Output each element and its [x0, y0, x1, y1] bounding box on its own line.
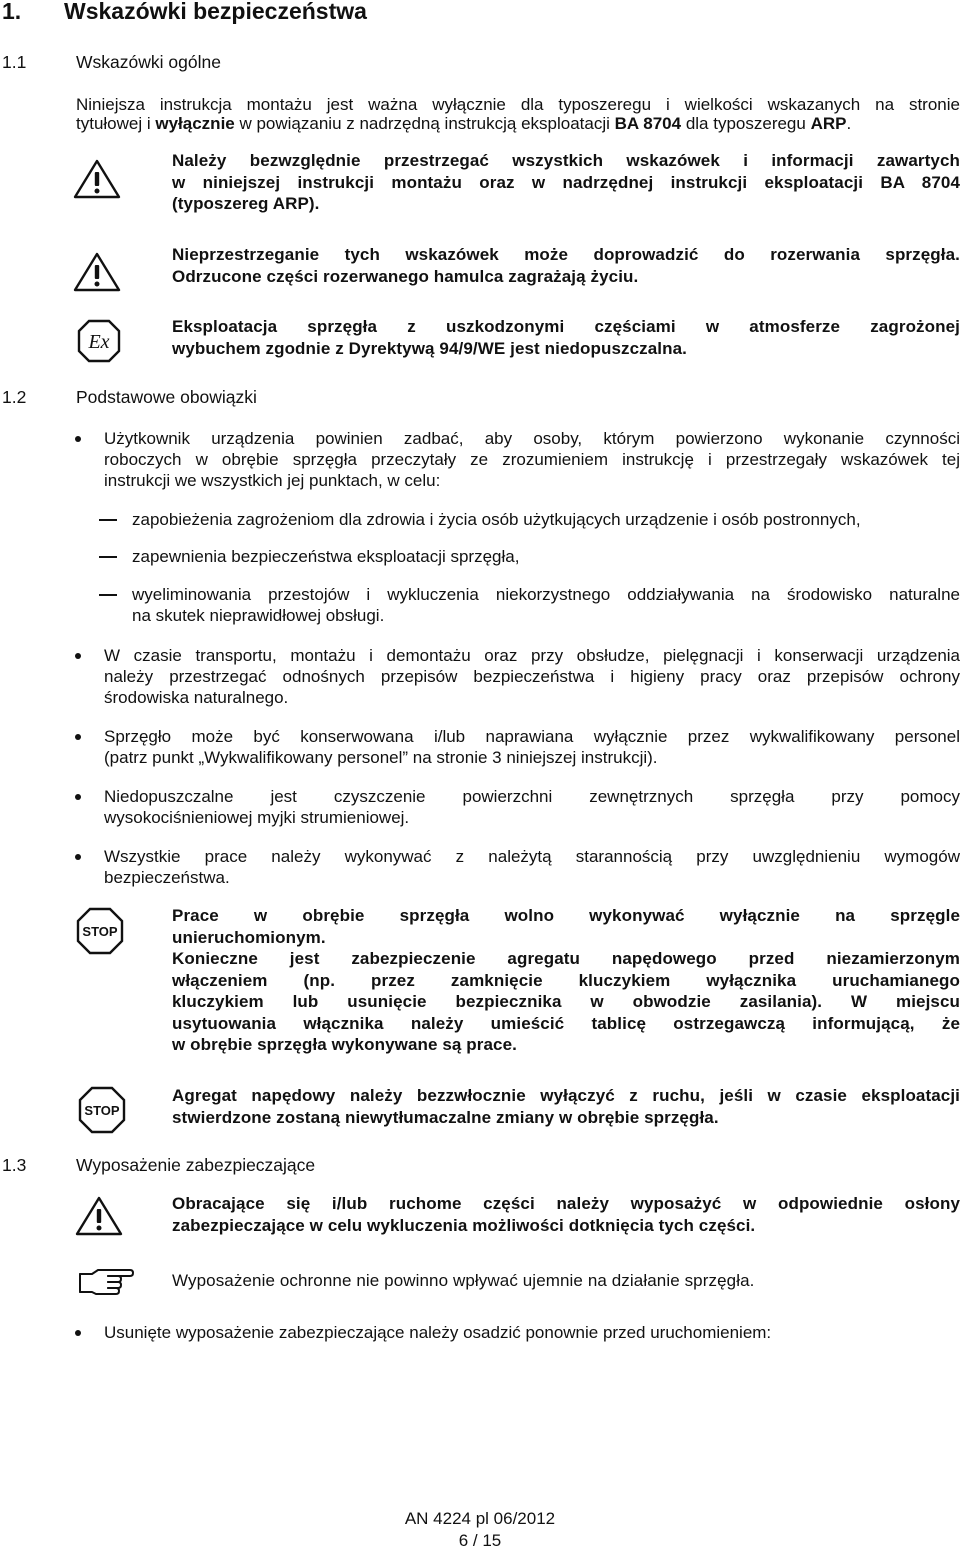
intro-text: dla typoszeregu	[681, 114, 811, 133]
section-title: Podstawowe obowiązki	[76, 387, 257, 407]
notice-line: (typoszereg ARP).	[172, 194, 320, 213]
section-number: 1.1	[2, 52, 27, 72]
list-item-line: zapobieżenia zagrożeniom dla zdrowia i życia osób użytkujących urządzenie i osób postronnych,	[132, 510, 861, 529]
list-item-line: Sprzęgło może być konserwowana i/lub naprawiana wyłącznie przez wykwalifikowany personel	[104, 727, 960, 746]
series-reference: ARP	[810, 114, 847, 133]
stop-sign-icon	[75, 906, 125, 956]
notice-line: usytuowania włącznika należy umieścić tablicę ostrzegawczą informującą, że	[172, 1013, 960, 1033]
dash-list-item	[132, 546, 960, 567]
notice-line: Eksploatacja sprzęgła z uszkodzonymi częściami w atmosferze zagrożonej	[172, 317, 960, 336]
intro-text: w powiązaniu z nadrzędną instrukcją eksploatacji	[234, 114, 615, 133]
list-item-line: Użytkownik urządzenia powinien zadbać, aby osoby, którym powierzono wykonanie czynności	[104, 429, 960, 448]
ex-label: Ex	[88, 331, 110, 353]
dash-mark	[99, 519, 117, 521]
doc-reference: BA 8704	[614, 114, 682, 133]
notice-line: Agregat napędowy należy bezzwłocznie wyłączyć z ruchu, jeśli w czasie eksploatacji	[172, 1086, 960, 1105]
section-1-2-heading	[2, 387, 257, 408]
intro-line	[76, 114, 960, 133]
notice-line: w niniejszej instrukcji montażu oraz w nadrzędnej instrukcji eksploatacji BA 8704	[172, 172, 960, 192]
list-item	[104, 786, 960, 828]
list-item-line: Usunięte wyposażenie zabezpieczające należy osadzić ponownie przed uruchomieniem:	[104, 1323, 772, 1342]
stop-label: STOP	[84, 1103, 120, 1118]
notice-line: Nieprzestrzeganie tych wskazówek może doprowadzić do rozerwania sprzęgła.	[172, 245, 960, 264]
warning-notice-2	[172, 244, 960, 287]
section-number: 1.2	[2, 387, 27, 407]
list-item	[104, 1322, 960, 1343]
intro-line: Niniejsza instrukcja montażu jest ważna wyłącznie dla typoszeregu i wielkości wskazanych na stronie	[76, 95, 960, 114]
dash-mark	[99, 594, 117, 596]
notice-line: zabezpieczające w celu wykluczenia możliwości dotknięcia tych części.	[172, 1215, 756, 1235]
section-title: Wskazówki ogólne	[76, 52, 221, 72]
list-item-line: Wszystkie prace należy wykonywać z należytą starannością przy uwzględnieniu wymogów	[104, 847, 960, 866]
bullet-dot	[75, 653, 81, 659]
ex-notice	[172, 316, 960, 359]
list-item	[104, 726, 960, 768]
list-item-line: wyeliminowania przestojów i wykluczenia niekorzystnego oddziaływania na środowisko naturalne	[132, 585, 960, 604]
section-number: 1.3	[2, 1155, 27, 1175]
bullet-dot	[75, 734, 81, 740]
stop-notice-1	[172, 905, 960, 1056]
list-item-line: środowiska naturalnego.	[104, 688, 289, 707]
bullet-dot	[75, 794, 81, 800]
notice-line: stwierdzone zostaną niewytłumaczalne zmiany w obrębie sprzęgła.	[172, 1107, 719, 1127]
notice-line: w obrębie sprzęgła wykonywane są prace.	[172, 1035, 517, 1054]
list-item-line: instrukcji we wszystkich jej punktach, w celu:	[104, 471, 441, 490]
notice-line: wybuchem zgodnie z Dyrektywą 94/9/WE jest niedopuszczalna.	[172, 338, 687, 358]
section-1-1-heading	[2, 52, 221, 73]
list-item-line: należy przestrzegać odnośnych przepisów bezpieczeństwa i higieny pracy oraz przepisów ochrony	[104, 667, 960, 686]
list-item-line: Niedopuszczalne jest czyszczenie powierzchni zewnętrznych sprzęgła przy pomocy	[104, 787, 960, 806]
list-item-line: na skutek nieprawidłowej obsługi.	[132, 606, 385, 625]
dash-mark	[99, 556, 117, 558]
notice-line: Obracające się i/lub ruchome części należy wyposażyć w odpowiednie osłony	[172, 1194, 960, 1213]
list-item	[104, 645, 960, 708]
warning-notice-3	[172, 1193, 960, 1236]
intro-text: .	[846, 114, 852, 133]
section-1-3-heading	[2, 1155, 315, 1176]
section-1-heading	[2, 0, 367, 25]
pointing-hand-icon	[78, 1268, 134, 1298]
list-item-line: (patrz punkt „Wykwalifikowany personel” na stronie 3 niniejszej instrukcji).	[104, 748, 658, 767]
list-item-line: bezpieczeństwa.	[104, 868, 230, 887]
list-item	[104, 428, 960, 491]
warning-triangle-icon	[72, 158, 122, 200]
footer-doc-id: AN 4224 pl 06/2012	[404, 1509, 556, 1528]
note-line: Wyposażenie ochronne nie powinno wpływać ujemnie na działanie sprzęgła.	[172, 1271, 755, 1290]
notice-line: Konieczne jest zabezpieczenie agregatu napędowego przed niezamierzonym	[172, 949, 960, 968]
notice-line: kluczykiem lub usunięcie bezpiecznika w obwodzie zasilania). W miejscu	[172, 992, 960, 1011]
stop-label: STOP	[82, 924, 118, 939]
bullet-dot	[75, 1330, 81, 1336]
stop-notice-2	[172, 1085, 960, 1128]
list-item-line: wysokociśnieniowej myjki strumieniowej.	[104, 808, 410, 827]
footer-page-number: 6 / 15	[458, 1531, 502, 1550]
list-item-line: roboczych w obrębie sprzęgła przeczytały ze zrozumieniem instrukcję i przestrzegały wskazówek tej	[104, 450, 960, 469]
bullet-dot	[75, 854, 81, 860]
warning-triangle-icon	[72, 251, 122, 293]
intro-text: tytułowej i	[76, 114, 156, 133]
ex-explosion-icon	[75, 317, 123, 365]
section-title: Wyposażenie zabezpieczające	[76, 1155, 316, 1175]
notice-line: unieruchomionym.	[172, 927, 326, 947]
intro-paragraph	[76, 95, 960, 133]
stop-sign-icon	[77, 1085, 127, 1135]
section-title: Wskazówki bezpieczeństwa	[64, 0, 367, 24]
dash-list-item	[132, 509, 960, 530]
warning-notice-1	[172, 150, 960, 215]
notice-line: Należy bezwzględnie przestrzegać wszystkich wskazówek i informacji zawartych	[172, 151, 960, 170]
warning-triangle-icon	[74, 1195, 124, 1237]
list-item-line: W czasie transportu, montażu i demontażu oraz przy obsłudze, pielęgnacji i konserwacji urządzenia	[104, 646, 960, 665]
list-item-line: zapewnienia bezpieczeństwa eksploatacji sprzęgła,	[132, 547, 520, 566]
protective-equipment-note	[172, 1270, 960, 1292]
notice-line: Prace w obrębie sprzęgła wolno wykonywać wyłącznie na sprzęgle	[172, 906, 960, 925]
dash-list-item	[132, 584, 960, 626]
bullet-dot	[75, 436, 81, 442]
intro-emphasis: wyłącznie	[155, 114, 235, 133]
notice-line: włączeniem (np. przez zamknięcie kluczykiem wyłącznika uruchamianego	[172, 970, 960, 990]
list-item	[104, 846, 960, 888]
notice-line: Odrzucone części rozerwanego hamulca zagrażają życiu.	[172, 266, 639, 286]
section-number: 1.	[2, 0, 22, 24]
